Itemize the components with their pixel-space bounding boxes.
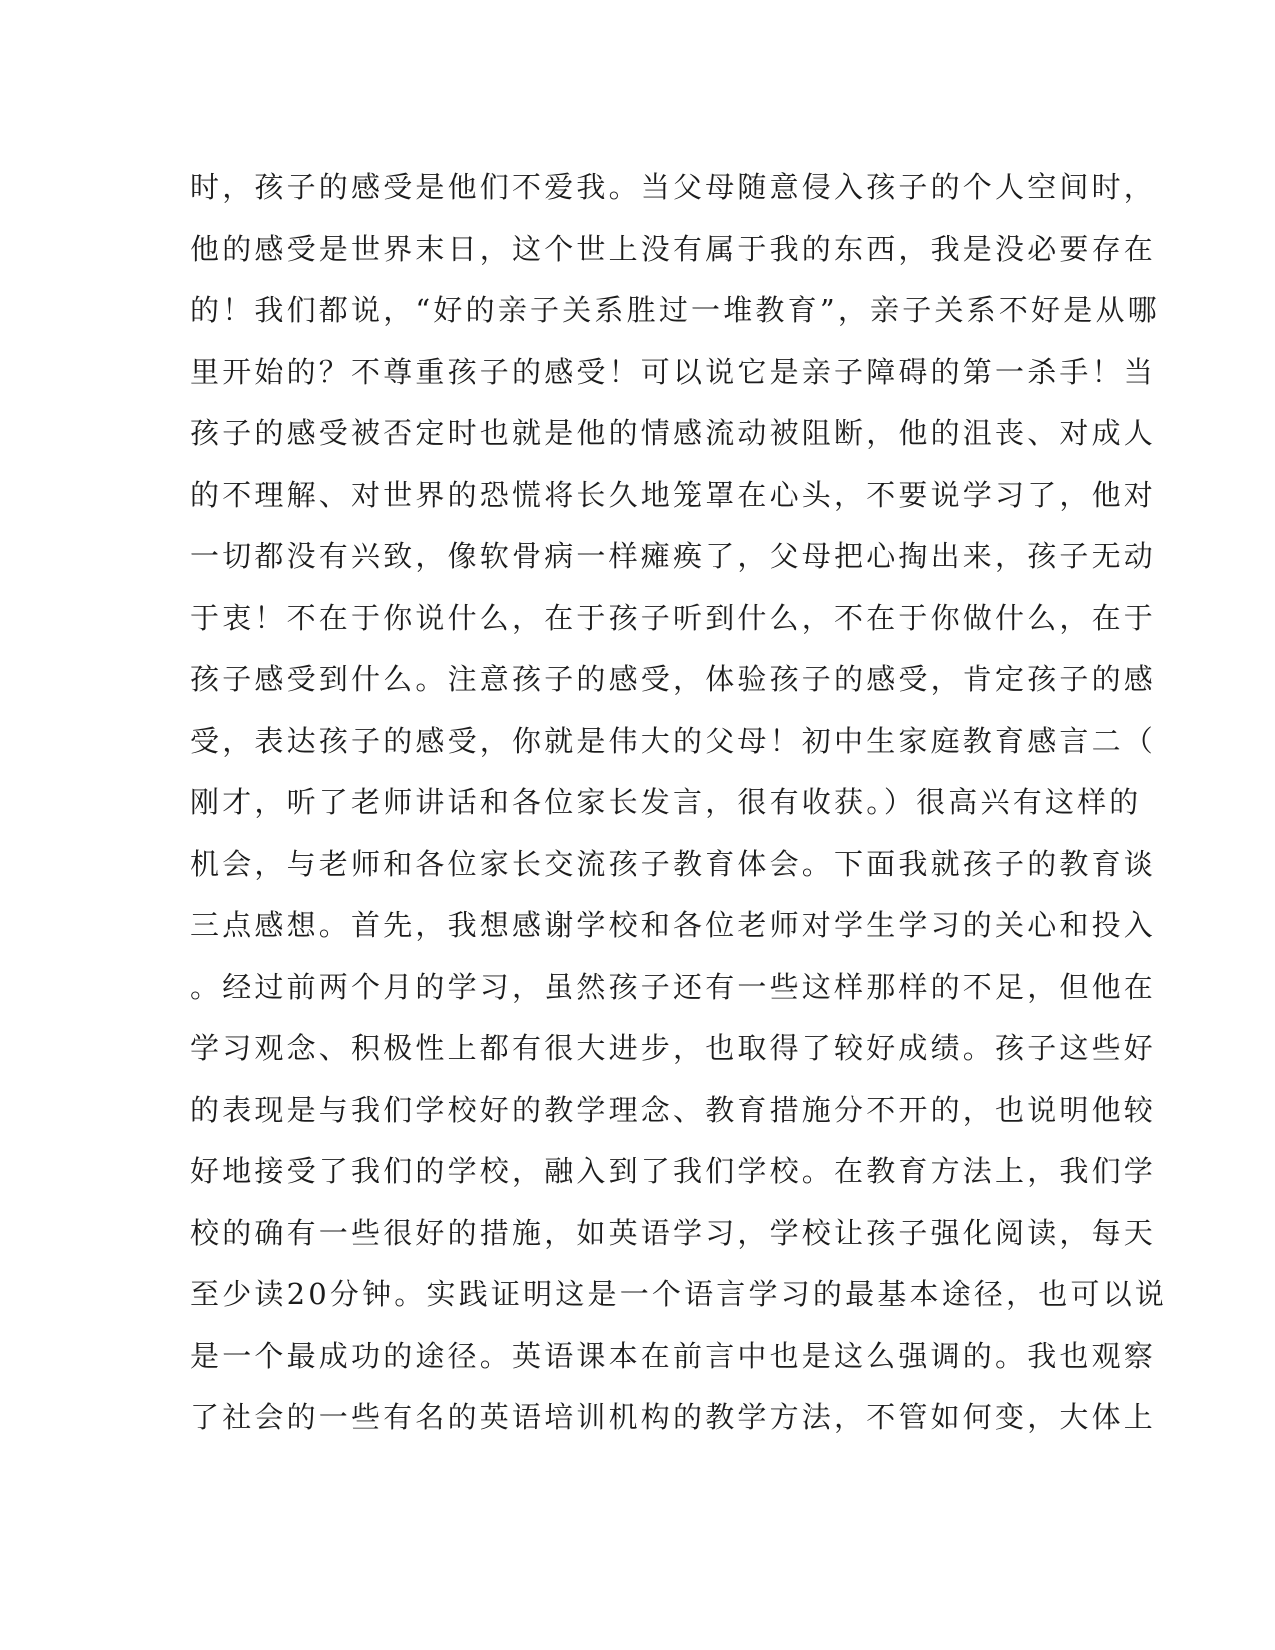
text-line: 孩子的感受被否定时也就是他的情感流动被阻断，他的沮丧、对成人 [190,416,1157,450]
text-line: 的表现是与我们学校好的教学理念、教育措施分不开的，也说明他较 [190,1092,1157,1127]
text-line: 机会，与老师和各位家长交流孩子教育体会。下面我就孩子的教育谈 [190,846,1157,881]
text-line: 一切都没有兴致，像软骨病一样瘫痪了，父母把心掏出来，孩子无动 [190,539,1157,573]
text-line: 刚才，听了老师讲话和各位家长发言，很有收获。）很高兴有这样的 [190,785,1142,819]
text-line: 的！我们都说，“好的亲子关系胜过一堆教育”，亲子关系不好是从哪 [190,293,1160,327]
text-line: 至少读20分钟。实践证明这是一个语言学习的最基本途径，也可以说 [190,1277,1168,1311]
text-line: 受，表达孩子的感受，你就是伟大的父母！初中生家庭教育感言二（ [190,723,1157,758]
text-line: 里开始的？不尊重孩子的感受！可以说它是亲子障碍的第一杀手！当 [190,354,1157,389]
text-line: 了社会的一些有名的英语培训机构的教学方法，不管如何变，大体上 [190,1400,1157,1434]
text-line: 学习观念、积极性上都有很大进步，也取得了较好成绩。孩子这些好 [190,1031,1157,1065]
text-line: 时，孩子的感受是他们不爱我。当父母随意侵入孩子的个人空间时， [190,170,1157,204]
text-line: 孩子感受到什么。注意孩子的感受，体验孩子的感受，肯定孩子的感 [190,662,1157,696]
text-line: 的不理解、对世界的恐慌将长久地笼罩在心头，不要说学习了，他对 [190,477,1157,512]
text-line: 他的感受是世界末日，这个世上没有属于我的东西，我是没必要存在 [190,231,1157,266]
text-line: 好地接受了我们的学校，融入到了我们学校。在教育方法上，我们学 [190,1154,1157,1188]
text-line: 校的确有一些很好的措施，如英语学习，学校让孩子强化阅读，每天 [190,1215,1157,1250]
text-line: 是一个最成功的途径。英语课本在前言中也是这么强调的。我也观察 [190,1338,1157,1373]
text-line: 三点感想。首先，我想感谢学校和各位老师对学生学习的关心和投入 [190,908,1157,942]
text-line: 。经过前两个月的学习，虽然孩子还有一些这样那样的不足，但他在 [190,969,1157,1004]
body-text [190,167,1168,1459]
text-line: 于衷！不在于你说什么，在于孩子听到什么，不在于你做什么，在于 [190,600,1157,635]
